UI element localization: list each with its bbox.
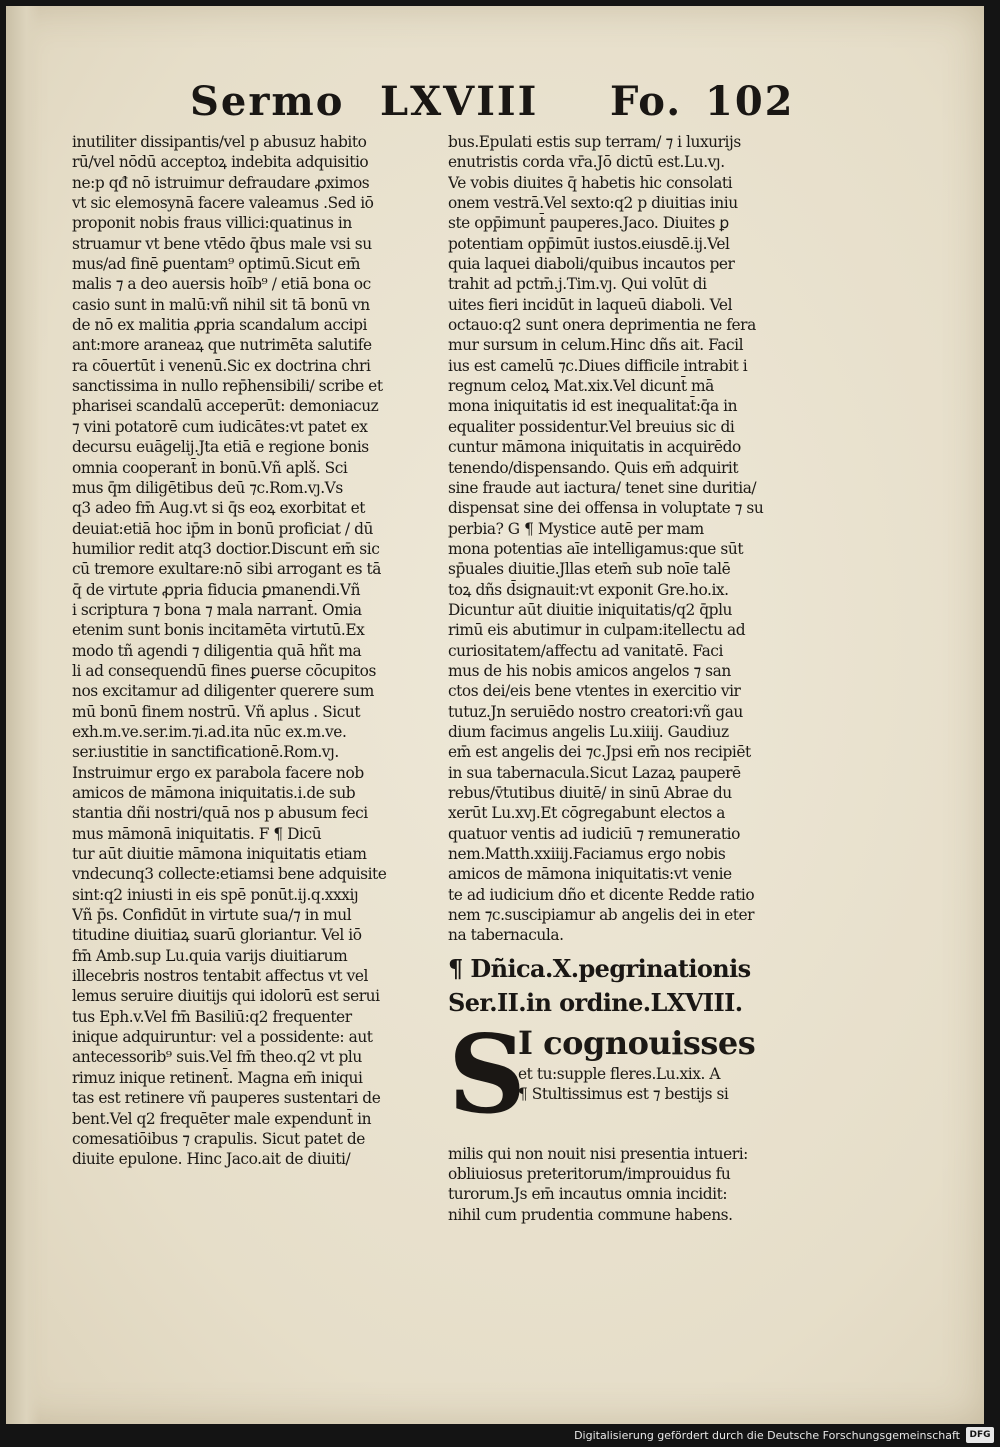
text-line: Ve vobis diuites q̄ habetis hic consolati <box>448 173 733 192</box>
text-line: sp̄uales diuitie.Jllas etem̄ sub noīe talē <box>448 560 731 579</box>
section-heading-line-2: Ser.II.in ordine.LXVIII. <box>448 987 743 1017</box>
text-line: omnia cooperant̄ in bonū.Vñ aplš. Sci <box>72 458 348 477</box>
text-line: tas est retinere vñ pauperes sustentari de <box>72 1089 381 1108</box>
header-sermon-number: LXVIII <box>380 78 539 125</box>
text-line: curiositatem/affectu ad vanitatē. Faci <box>448 641 723 660</box>
decorated-initial-letter: S <box>448 1011 526 1138</box>
text-line: sint:q2 iniusti in eis spē ponūt.ij.q.xxxiȷ <box>72 885 359 904</box>
text-line: onem vestrā.Vel sexto:q2 p diuitias iniu <box>448 194 738 213</box>
text-line: rimū eis abutimur in culpam:itellectu ad <box>448 621 746 640</box>
text-line: nem ⁊c.suscipiamur ab angelis dei in eter <box>448 906 755 925</box>
text-line: lemus seruire diuitijs qui idolorū est serui <box>72 987 380 1006</box>
text-line: mona potentias aīe intelligamus:que sūt <box>448 539 744 558</box>
text-line: cuntur māmona iniquitatis in acquirēdo <box>448 438 741 457</box>
funding-credit: Digitalisierung gefördert durch die Deutsche Forschungsgemeinschaft <box>574 1429 960 1442</box>
section-heading-line-1: ¶ Dñica.X.pegrinationis <box>448 953 751 983</box>
text-line: nos excitamur ad diligenter querere sum <box>72 682 374 701</box>
text-line: amicos de māmona iniquitatis:vt venie <box>448 865 732 884</box>
text-line: humilior redit atq3 doctior.Discunt em̄ sic <box>72 539 380 558</box>
page-spine-shadow <box>6 6 40 1424</box>
text-line: exh.m.ve.ser.im.⁊i.ad.ita nūc ex.m.ve. <box>72 722 347 741</box>
text-line: de nō ex malitia ꝓpria scandalum accipi <box>72 316 368 335</box>
text-line: proponit nobis fraus villici:quatinus in <box>72 214 352 233</box>
left-text-column <box>72 132 434 1170</box>
text-line: cū tremore exultare:nō sibi arrogant es tā <box>72 560 382 579</box>
text-line: ctos dei/eis bene vtentes in exercitio vir <box>448 682 741 701</box>
header-sermo: Sermo <box>190 78 345 125</box>
text-line: inique adquirunturː vel a possidente: aut <box>72 1028 373 1047</box>
right-text-column <box>448 132 810 1225</box>
text-line: decursu euāgelij.Jta etiā e regione bonis <box>72 438 369 457</box>
text-line: mus q̄m diligētibus deū ⁊c.Rom.vȷ.Vs <box>72 478 343 497</box>
section-heading <box>448 952 810 1020</box>
text-line: in sua tabernacula.Sicut Lazaꝝ pauperē <box>448 763 741 782</box>
text-line: tenendo/dispensando. Quis em̄ adquirit <box>448 458 739 477</box>
initial-adjacent-line: ¶ Stultissimus est ⁊ bestijs si <box>518 1085 729 1104</box>
text-line: milis qui non nouit nisi presentia intueri: <box>448 1144 748 1163</box>
decorated-initial-block <box>448 1011 810 1144</box>
incipit-line: I cognouisses <box>518 1023 756 1062</box>
text-line: ius est camelū ⁊c.Diues difficile intrabit i <box>448 356 748 375</box>
text-line: te ad iudicium dño et dicente Redde ratio <box>448 885 755 904</box>
text-line: rū/vel nōdū acceptoꝝ indebita adquisitio <box>72 153 369 172</box>
text-line: regnum celoꝝ Mat.xix.Vel dicunt̄ mā <box>448 377 714 396</box>
text-line: malis ⁊ a deo auersis hoīb⁹ / etiā bona oc <box>72 275 371 294</box>
text-line: antecessorib⁹ suis.Vel fm̄ theo.q2 vt plu <box>72 1048 362 1067</box>
text-line: rebus/v̄tutibus diuitē/ in sinū Abrae du <box>448 784 732 802</box>
text-line: quatuor ventis ad iudiciū ⁊ remuneratio <box>448 824 740 843</box>
running-header <box>190 78 810 134</box>
text-line: illecebris nostros tentabit affectus vt vel <box>72 967 368 986</box>
text-line: trahit ad pctm̄.j.Tim.vȷ. Qui volūt di <box>448 275 707 294</box>
text-line: pharisei scandalū acceperūt: demoniacuz <box>72 397 379 416</box>
text-line: xerūt Lu.xvȷ.Et cōgregabunt electos a <box>448 804 726 823</box>
text-line: octauo:q2 sunt onera deprimentia ne fera <box>448 316 756 335</box>
text-line: dispensat sine dei offensa in voluptate ⁊ su <box>448 499 764 518</box>
text-line: ser.iustitie in sanctificationē.Rom.vȷ. <box>72 743 339 762</box>
dfg-logo: DFG <box>966 1427 994 1443</box>
text-line: enutristis corda vr̄a.Jō dictū est.Lu.vȷ. <box>448 153 725 172</box>
text-line: perbia? G ¶ Mystice autē per mam <box>448 519 704 538</box>
incipit-reference-line: et tu:supple fleres.Lu.xix. A <box>518 1064 721 1083</box>
text-line: amicos de māmona iniquitatis.i.de sub <box>72 784 356 802</box>
text-line: i scriptura ⁊ bona ⁊ mala narrant̄. Omia <box>72 600 362 619</box>
text-line: stantia dñi nostri/quā nos p abusum feci <box>72 804 368 823</box>
header-folio-number: 102 <box>705 78 795 125</box>
text-line: tur aūt diuitie māmona iniquitatis etiam <box>72 845 367 864</box>
text-line: obliuiosus preteritorum/improuidus fu <box>448 1165 731 1184</box>
initial-adjacent-lines <box>518 1022 810 1105</box>
header-folio-label: Fo. <box>610 78 683 125</box>
text-line: potentiam opp̄imūt iustos.eiusdē.ij.Vel <box>448 234 730 253</box>
right-column-lines <box>448 132 810 946</box>
text-line: casio sunt in malū:vñ nihil sit tā bonū vn <box>72 295 370 314</box>
text-line: Vñ p̄s. Confidūt in virtute sua/⁊ in mul <box>72 906 352 925</box>
text-line: li ad consequendū fines ꝑuerse cōcupitos <box>72 661 376 680</box>
text-line: rimuz inique retinent̄. Magna em̄ iniqui <box>72 1068 363 1087</box>
text-line: mus māmonā iniquitatis. F ¶ Dicū <box>72 824 322 843</box>
text-line: q̄ de virtute ꝓpria fiducia ꝑmanendi.Vñ <box>72 580 361 599</box>
text-line: nihil cum prudentia commune habens. <box>448 1205 733 1224</box>
text-line: sanctissima in nullo rep̄hensibili/ scribe et <box>72 377 383 396</box>
text-line: uites fieri incidūt in laqueū diaboli. Vel <box>448 295 733 314</box>
text-line: etenim sunt bonis incitamēta virtutū.Ex <box>72 621 365 640</box>
text-line: em̄ est angelis dei ⁊c.Jpsi em̄ nos recipiēt <box>448 743 751 762</box>
text-line: quia laquei diaboli/quibus incautos per <box>448 255 735 274</box>
text-line: diuite epulone. Hinc Jaco.ait de diuiti/ <box>72 1150 351 1169</box>
text-line: Instruimur ergo ex parabola facere nob <box>72 763 364 782</box>
text-line: tus Eph.v.Vel fm̄ Basiliū:q2 frequenter <box>72 1007 352 1026</box>
text-line: ⁊ vini potatorē cum iudicātes:vt patet ex <box>72 417 368 436</box>
text-line: bus.Epulati estis sup terram/ ⁊ i luxurijs <box>448 133 741 151</box>
text-line: ant:more araneaꝝ que nutrimēta salutife <box>72 336 372 355</box>
text-line: bent.Vel q2 frequēter male expendunt̄ in <box>72 1109 372 1128</box>
text-line: sine fraude aut iactura/ tenet sine duritia/ <box>448 478 757 497</box>
text-line: Dicuntur aūt diuitie iniquitatis/q2 q̄plu <box>448 600 733 619</box>
text-line: vndecunq3 collecte:etiamsi bene adquisite <box>72 865 387 884</box>
text-line: ra cōuertūt i venenū.Sic ex doctrina chri <box>72 356 371 375</box>
text-line: mū bonū finem nostrū. Vñ aplus . Sicut <box>72 702 361 721</box>
text-line: fm̄ Amb.sup Lu.quia varijs diuitiarum <box>72 946 348 965</box>
text-line: toꝝ dñs d̄signauit:vt exponit Gre.ho.ix. <box>448 580 729 599</box>
text-line: mus de his nobis amicos angelos ⁊ san <box>448 661 731 680</box>
text-line: ne:p qđ nō istruimur defraudare ꝓximos <box>72 173 370 192</box>
text-line: inutiliter dissipantis/vel p abusuz habito <box>72 133 367 151</box>
text-line: tutuz.Jn seruiēdo nostro creatori:vñ gau <box>448 702 743 721</box>
text-line: titudine diuitiaꝝ suarū gloriantur. Vel iō <box>72 926 362 945</box>
text-line: turorum.Js em̄ incautus omnia incidit: <box>448 1185 728 1204</box>
text-line: na tabernacula. <box>448 926 564 945</box>
digitization-footer <box>0 1424 1000 1447</box>
text-line: q3 adeo fm̄ Aug.vt si q̄s eoꝝ exorbitat et <box>72 499 365 518</box>
text-line: mona iniquitatis id est inequalitat̄:q̄a in <box>448 397 738 416</box>
text-line: deuiat:etiā hoc ip̄m in bonū proficiat / dū <box>72 519 373 538</box>
text-line: mus/ad finē ꝑuentam⁹ optimū.Sicut em̄ <box>72 255 360 274</box>
text-line: equaliter possidentur.Vel breuius sic di <box>448 417 735 436</box>
text-line: ste opp̄imunt̄ pauperes.Jaco. Diuites ꝑ <box>448 214 729 233</box>
text-line: mur sursum in celum.Hinc dñs ait. Facil <box>448 336 744 355</box>
text-line: nem.Matth.xxiiij.Faciamus ergo nobis <box>448 845 726 864</box>
right-column-closing-lines <box>448 1144 810 1225</box>
text-line: comesatiōibus ⁊ crapulis. Sicut patet de <box>72 1129 365 1148</box>
text-line: vt sic elemosynā facere valeamus .Sed iō <box>72 194 374 213</box>
text-line: struamur vt bene vtēdo q̄bus male vsi su <box>72 234 372 253</box>
text-line: dium facimus angelis Lu.xiiij. Gaudiuz <box>448 722 729 741</box>
text-line: modo tñ agendi ⁊ diligentia quā hñt ma <box>72 641 362 660</box>
